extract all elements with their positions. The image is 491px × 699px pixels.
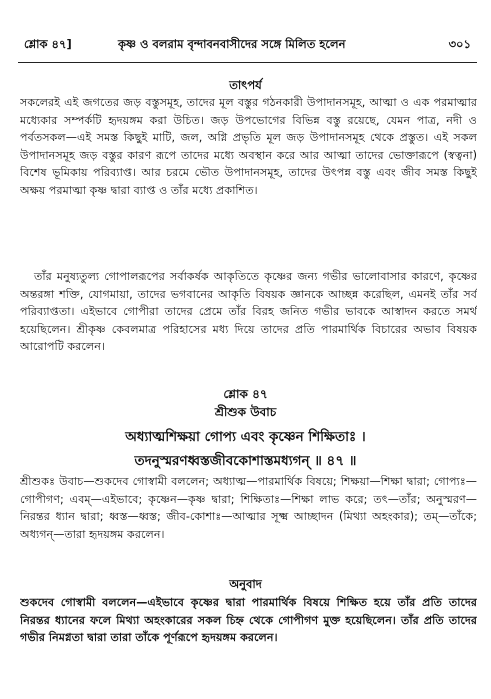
header-rule: [18, 62, 477, 63]
verse-line-1: অধ্যাত্মশিক্ষয়া গোপ্য এবং কৃষ্ণেন শিক্ষিতাঃ ।: [125, 429, 366, 445]
header-verse-reference: শ্লোক ৪৭]: [24, 37, 72, 51]
purport-paragraph-1-text: সকলেরই এই জগতের জড় বস্তুসমূহ, তাদের মূল বস্তুর গঠনকারী উপাদানসমূহ, আত্মা ও এক পরমাত্মার মধ্যেকার সম্পর্কটি হৃদয়ঙ্গম করা উচিত। জড় উপভোগের বিভিন্ন বস্তু রয়েছে, যেমন পাত্র, নদী ও পর্বতসকল—এই সমস্ত কিছুই মাটি, জল, অগ্নি প্রভৃতি মূল জড় উপাদানসমূহ থেকে প্রস্তুত। এই সকল উপাদানসমূহ জড় বস্তুর কারণ রূপে তাদের মধ্যে অবস্থান করে আর আত্মা তাদের ভোক্তারূপে (স্বত্বনা) বিশেষ ভূমিকায় পরিব্যাপ্ত। আর চরমে ভৌত উপাদানসমূহ, তাদের উৎপন্ন বস্তু এবং জীব সমস্ত কিছুই অক্ষয় পরমাত্মা কৃষ্ণ দ্বারা ব্যাপ্ত ও তাঁর মধ্যে প্রকাশিত।: [20, 96, 477, 197]
purport-paragraph-2-text: তাঁর মনুষ্যতুল্য গোপালরূপের সর্বাকর্ষক আকৃতিতে কৃষ্ণের জন্য গভীর ভালোবাসার কারণে, কৃষ্ণের অন্তরঙ্গা শক্তি, যোগমায়া, তাদের ভগবানের আকৃতি বিষয়ক জ্ঞানকে আচ্ছন্ন করেছিল, এমনই তাঁর সর্ব পরিব্যাপ্ততা। এইভাবে গোপীরা তাদের প্রেমে তাঁর বিরহ জনিত গভীর ভাবকে আস্বাদন করতে সমর্থ হয়েছিলেন। শ্রীকৃষ্ণ কেবলমাত্র পরিহাসের মধ্য দিয়ে তাদের প্রতি পারমার্থিক বিচারের অভাব বিষয়ক আরোপটি করলেন।: [20, 270, 477, 354]
synonyms-text: শ্রীশুকঃ উবাচ—শুকদেব গোস্বামী বললেন; অধ্যাত্ম—পারমার্থিক বিষয়ে; শিক্ষয়া—শিক্ষা দ্বারা; গোপ্যঃ—গোপীগণ; এবম্—এইভাবে; কৃষ্ণেন—কৃষ্ণ দ্বারা; শিক্ষিতাঃ—শিক্ষা লাভ করে; তৎ—তাঁর; অনুস্মরণ—নিরন্তর ধ্যান দ্বারা; ধ্বস্ত—ধ্বস্ত; জীব-কোশাঃ—আত্মার সূক্ষ্ম আচ্ছাদন (মিথ্যা অহংকার); তম্—তাঁকে; অধ্যগন্—তারা হৃদয়ঙ্গম করলেন।: [20, 475, 477, 541]
verse-speaker: শ্রীশুক উবাচ: [214, 405, 277, 419]
purport-paragraph-2: [20, 268, 477, 380]
synonyms-paragraph: [20, 473, 477, 563]
purport-heading: তাৎপর্য: [229, 78, 262, 92]
verse-number-heading: শ্লোক ৪৭: [223, 387, 268, 401]
header-chapter-title: কৃষ্ণ ও বলরাম বৃন্দাবনবাসীদের সঙ্গে মিলিত হলেন: [118, 37, 346, 51]
translation-paragraph: [20, 594, 477, 668]
page-number: ৩০১: [448, 37, 471, 51]
verse-line-2: তদনুস্মরণধ্বস্তজীবকোশাস্তমধ্যগন্ ॥ ৪৭ ॥: [134, 453, 357, 469]
purport-paragraph-1: [20, 94, 477, 258]
translation-text: শুকদেব গোস্বামী বললেন—এইভাবে কৃষ্ণের দ্বারা পারমার্থিক বিষয়ে শিক্ষিত হয়ে তাঁর প্রতি তাদের নিরন্তর ধ্যানের ফলে মিথ্যা অহংকারের সকল চিহ্ন থেকে গোপীগণ মুক্ত হয়েছিলেন। তাঁর প্রতি তাদের গভীর নিমগ্নতা দ্বারা তারা তাঁকে পূর্ণরূপে হৃদয়ঙ্গম করলেন।: [20, 596, 477, 645]
running-header: [18, 36, 477, 56]
translation-heading: অনুবাদ: [229, 577, 262, 591]
